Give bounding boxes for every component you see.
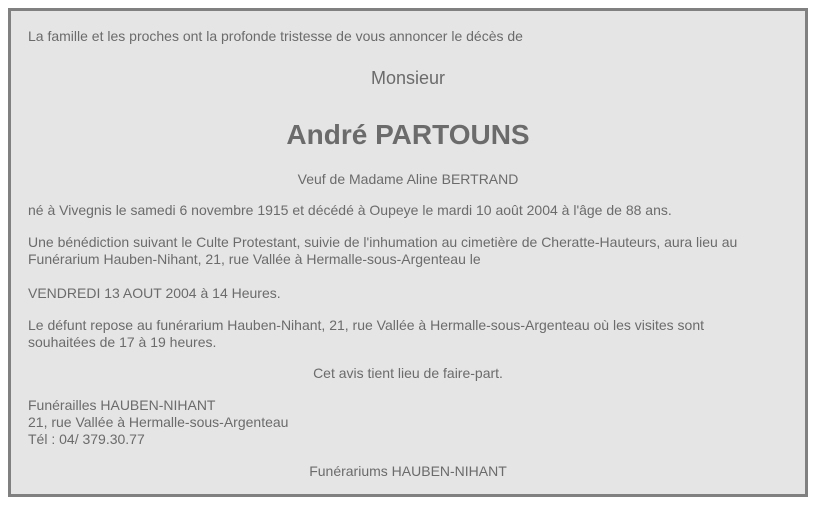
repose-line-1: Le défunt repose au funérarium Hauben-Nihant, 21, rue Vallée à Hermalle-sous-Argenteau où les visites sont	[28, 317, 705, 333]
contact-phone: Tél : 04/ 379.30.77	[28, 431, 145, 447]
intro-text: La famille et les proches ont la profonde tristesse de vous annoncer le décès de	[28, 28, 523, 44]
ceremony-line-2: Funérarium Hauben-Nihant, 21, rue Vallée à Hermalle-sous-Argenteau le	[28, 251, 481, 267]
footer-text: Funérariums HAUBEN-NIHANT	[309, 463, 507, 479]
death-notice	[8, 8, 808, 497]
honorific: Monsieur	[370, 68, 446, 88]
ceremony-date: VENDREDI 13 AOUT 2004 à 14 Heures.	[28, 285, 281, 301]
faire-part-line: Cet avis tient lieu de faire-part.	[313, 365, 503, 381]
contact-name: Funérailles HAUBEN-NIHANT	[28, 397, 216, 413]
deceased-name: André PARTOUNS	[286, 119, 530, 150]
birth-death-line: né à Vivegnis le samedi 6 novembre 1915 et décédé à Oupeye le mardi 10 août 2004 à l'âge de 88 ans.	[28, 202, 672, 218]
repose-line-2: souhaitées de 17 à 19 heures.	[28, 334, 217, 350]
contact-address: 21, rue Vallée à Hermalle-sous-Argenteau	[28, 414, 289, 430]
ceremony-line-1: Une bénédiction suivant le Culte Protestant, suivie de l'inhumation au cimetière de Cheratte-Hauteurs, aura lieu au	[28, 234, 738, 250]
widow-line: Veuf de Madame Aline BERTRAND	[297, 171, 519, 187]
